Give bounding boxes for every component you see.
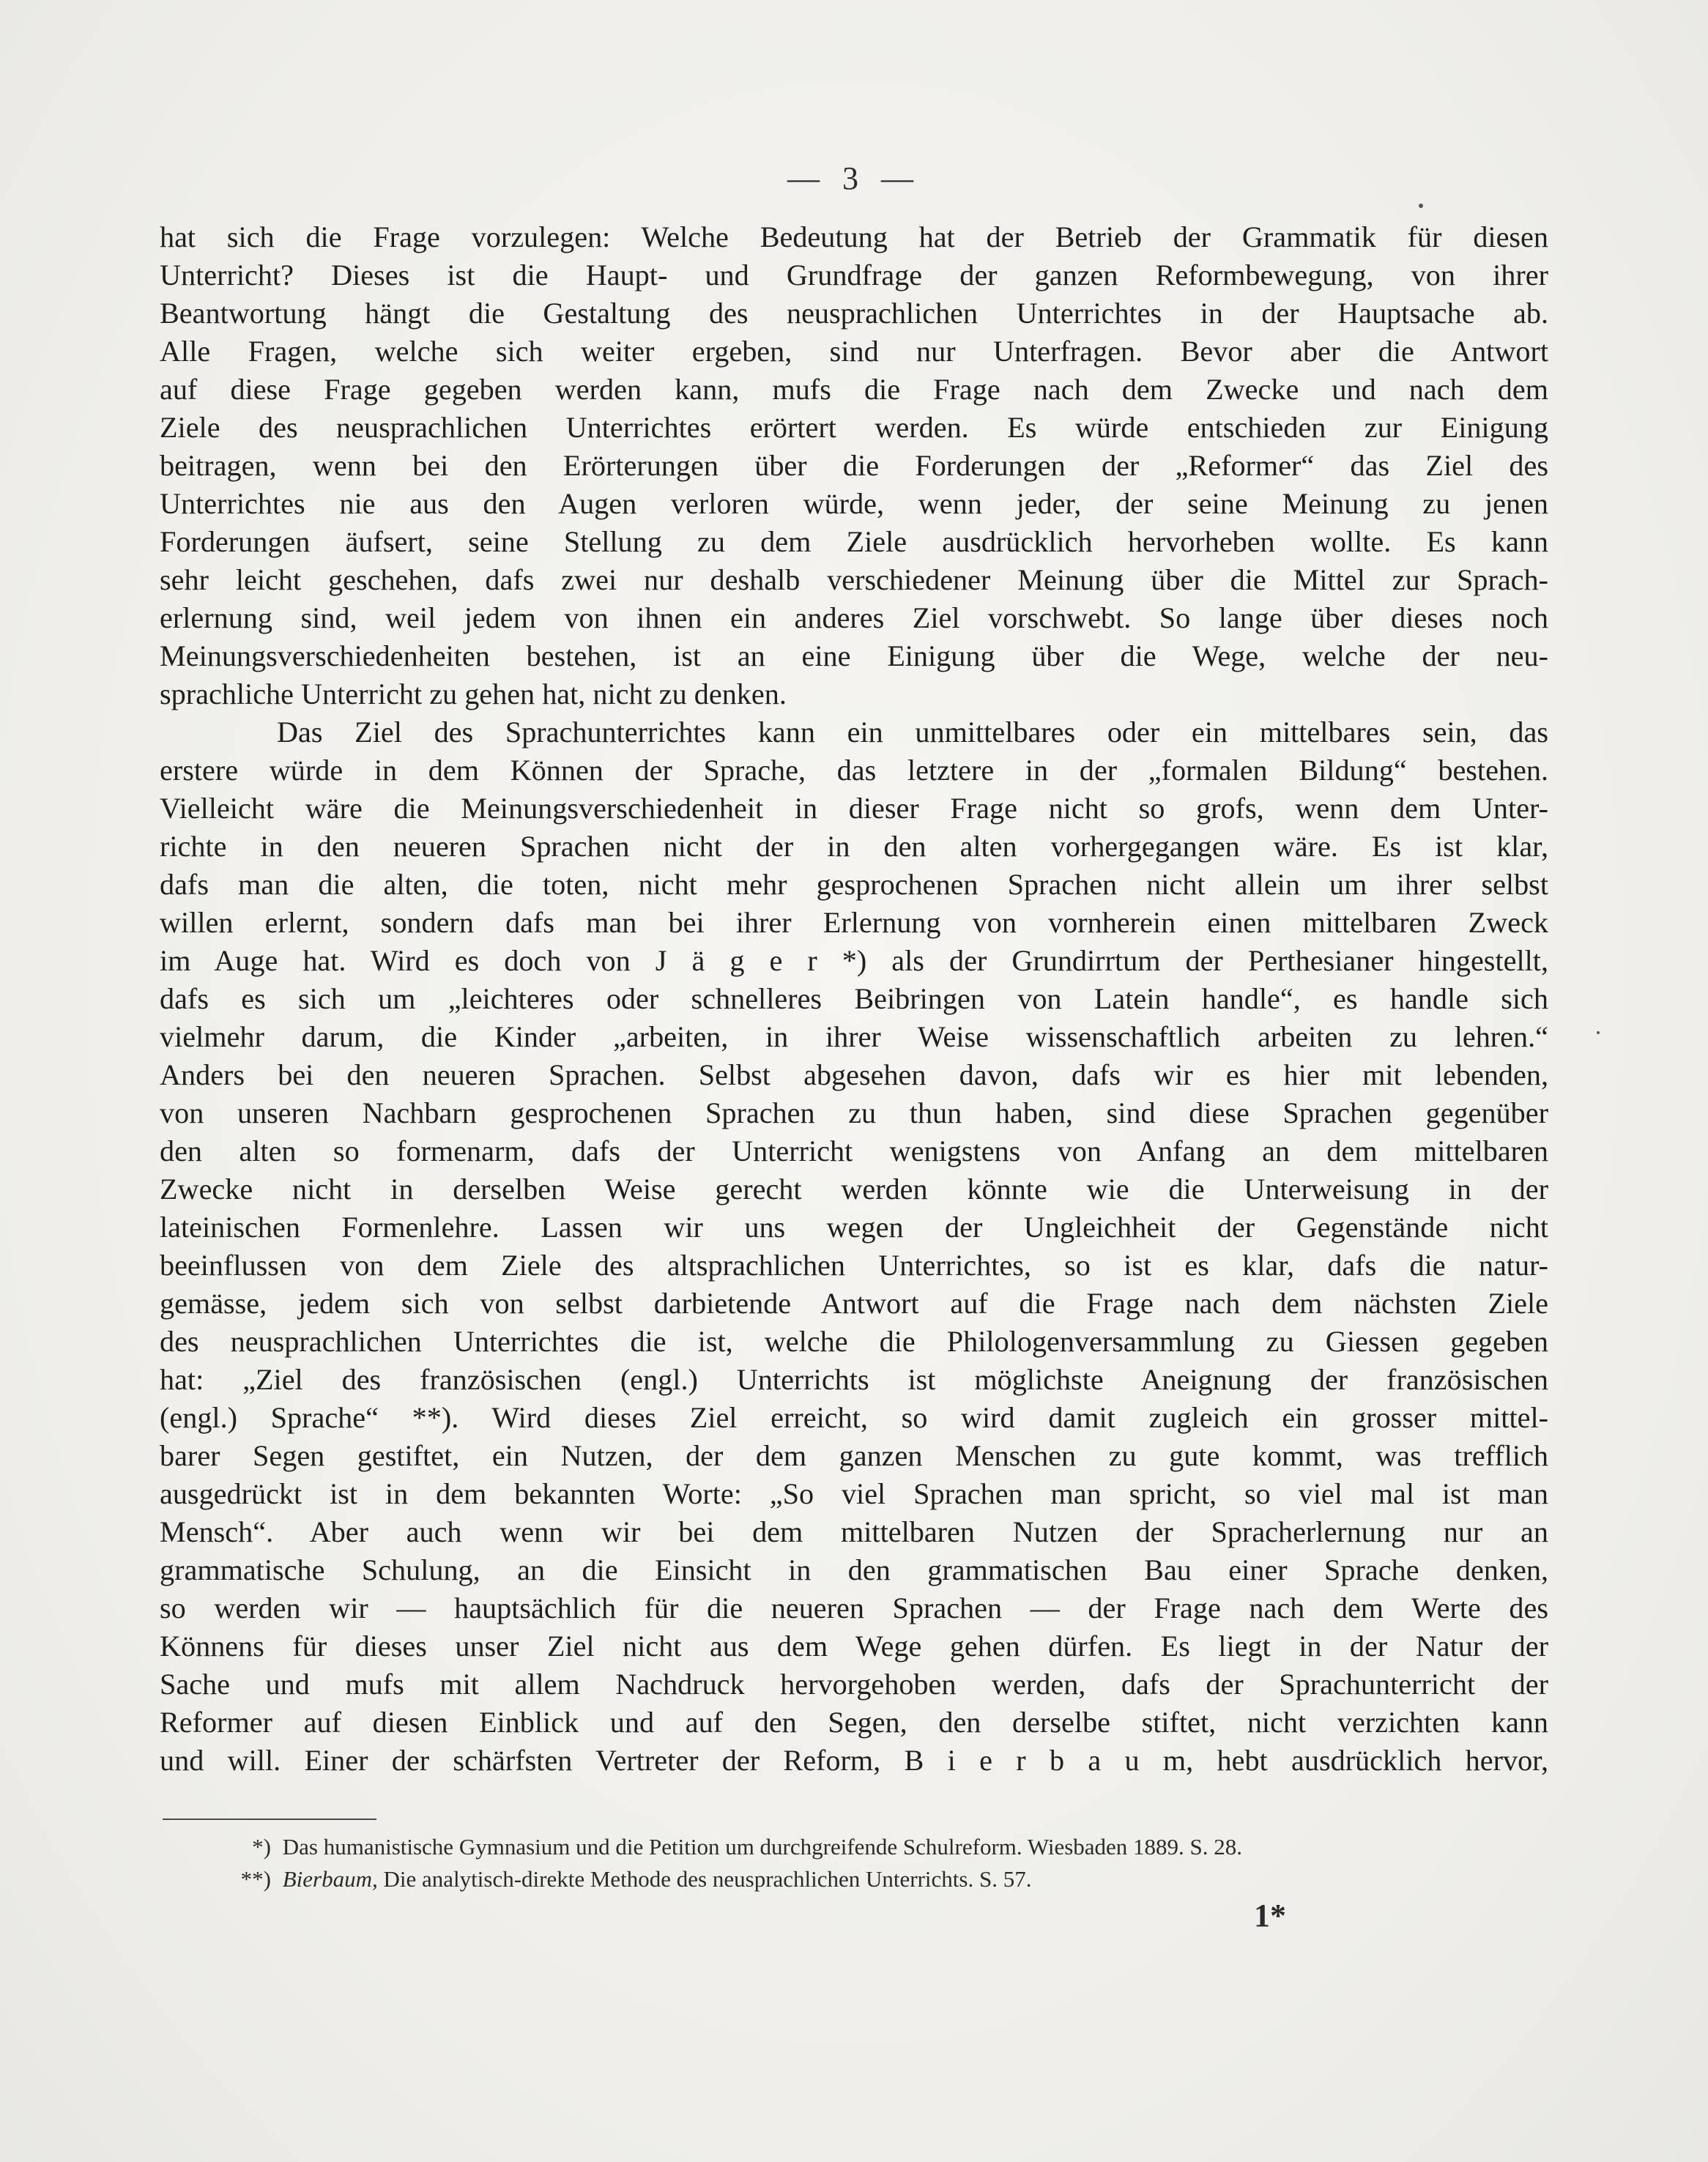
footnote-marker: *) xyxy=(252,1834,271,1860)
text-line: Könnens für dieses unser Ziel nicht aus dem Wege gehen dürfen. Es liegt in der Natur der xyxy=(160,1630,1548,1663)
text-line: gemässe, jedem sich von selbst darbietende Antwort auf die Frage nach dem nächsten Ziele xyxy=(160,1287,1548,1320)
text-line: Meinungsverschiedenheiten bestehen, ist an eine Einigung über die Wege, welche der neu- xyxy=(160,639,1548,672)
text-line: ausgedrückt ist in dem bekannten Worte: „So viel Sprachen man spricht, so viel mal ist man xyxy=(160,1477,1548,1510)
text-line: lateinischen Formenlehre. Lassen wir uns wegen der Ungleichheit der Gegenstände nicht xyxy=(160,1211,1548,1244)
footnote-author: Bierbaum, xyxy=(282,1866,378,1892)
footnote-text: Die analytisch-direkte Methode des neusprachlichen Unterrichts. S. 57. xyxy=(383,1866,1032,1892)
text-line: sprachliche Unterricht zu gehen hat, nicht zu denken. xyxy=(160,677,787,710)
text-line: sehr leicht geschehen, dafs zwei nur deshalb verschiedener Meinung über die Mittel zur Sprach- xyxy=(160,563,1548,596)
footnotes xyxy=(220,1831,1538,1895)
text-line: Zwecke nicht in derselben Weise gerecht werden könnte wie die Unterweisung in der xyxy=(160,1173,1548,1206)
text-line: vielmehr darum, die Kinder „arbeiten, in ihrer Weise wissenschaftlich arbeiten zu lehren.“ xyxy=(160,1020,1548,1053)
text-line: Beantwortung hängt die Gestaltung des neusprachlichen Unterrichtes in der Hauptsache ab. xyxy=(160,297,1548,330)
text-line: auf diese Frage gegeben werden kann, mufs die Frage nach dem Zwecke und nach dem xyxy=(160,373,1548,406)
body-text xyxy=(160,218,1548,1780)
text-line: beeinflussen von dem Ziele des altsprachlichen Unterrichtes, so ist es klar, dafs die natur- xyxy=(160,1249,1548,1282)
text-line: Unterrichtes nie aus den Augen verloren würde, wenn jeder, der seine Meinung zu jenen xyxy=(160,487,1548,520)
footnote-text: Das humanistische Gymnasium und die Petition um durchgreifende Schulreform. Wiesbaden 1889. S. 28. xyxy=(282,1834,1243,1860)
paragraph-2 xyxy=(160,713,1548,1780)
text-line: Sache und mufs mit allem Nachdruck hervorgehoben werden, dafs der Sprachunterricht der xyxy=(160,1668,1548,1701)
text-line: so werden wir — hauptsächlich für die neueren Sprachen — der Frage nach dem Werte des xyxy=(160,1591,1548,1624)
text-line: Alle Fragen, welche sich weiter ergeben, sind nur Unterfragen. Bevor aber die Antwort xyxy=(160,335,1548,368)
text-line: grammatische Schulung, an die Einsicht in den grammatischen Bau einer Sprache denken, xyxy=(160,1553,1548,1586)
scan-speck xyxy=(1597,1031,1600,1034)
signature-mark: 1* xyxy=(1254,1898,1286,1933)
text-line: dafs es sich um „leichteres oder schnelleres Beibringen von Latein handle“, es handle sich xyxy=(160,982,1548,1015)
footnote-marker: **) xyxy=(240,1866,271,1892)
text-line: willen erlernt, sondern dafs man bei ihrer Erlernung von vornherein einen mittelbaren Zweck xyxy=(160,906,1548,939)
footnote-2 xyxy=(220,1863,1538,1895)
text-line: (engl.) Sprache“ **). Wird dieses Ziel erreicht, so wird damit zugleich ein grosser mittel- xyxy=(160,1401,1548,1434)
text-line: Das Ziel des Sprachunterrichtes kann ein unmittelbares oder ein mittelbares sein, das xyxy=(277,716,1548,748)
text-line: dafs man die alten, die toten, nicht mehr gesprochenen Sprachen nicht allein um ihrer selbst xyxy=(160,868,1548,901)
footnote-1 xyxy=(220,1831,1538,1863)
text-line: Unterricht? Dieses ist die Haupt- und Grundfrage der ganzen Reformbewegung, von ihrer xyxy=(160,259,1548,291)
text-line: Forderungen äufsert, seine Stellung zu dem Ziele ausdrücklich hervorheben wollte. Es kann xyxy=(160,525,1548,558)
footnote-divider xyxy=(163,1819,376,1820)
text-line: des neusprachlichen Unterrichtes die ist, welche die Philologenversammlung zu Giessen gegeben xyxy=(160,1325,1548,1358)
text-line: im Auge hat. Wird es doch von J ä g e r *) als der Grundirrtum der Perthesianer hingestellt, xyxy=(160,944,1548,977)
text-line: barer Segen gestiftet, ein Nutzen, der dem ganzen Menschen zu gute kommt, was trefflich xyxy=(160,1439,1548,1472)
text-line: Anders bei den neueren Sprachen. Selbst abgesehen davon, dafs wir es hier mit lebenden, xyxy=(160,1058,1548,1091)
text-line: Mensch“. Aber auch wenn wir bei dem mittelbaren Nutzen der Spracherlernung nur an xyxy=(160,1515,1548,1548)
text-line: richte in den neueren Sprachen nicht der in den alten vorhergegangen wäre. Es ist klar, xyxy=(160,830,1548,863)
text-line: Reformer auf diesen Einblick und auf den Segen, den derselbe stiftet, nicht verzichten kann xyxy=(160,1706,1548,1739)
text-line: von unseren Nachbarn gesprochenen Sprachen zu thun haben, sind diese Sprachen gegenüber xyxy=(160,1096,1548,1129)
paragraph-1 xyxy=(160,218,1548,713)
text-line: den alten so formenarm, dafs der Unterricht wenigstens von Anfang an dem mittelbaren xyxy=(160,1134,1548,1167)
text-line: erlernung sind, weil jedem von ihnen ein anderes Ziel vorschwebt. So lange über dieses noch xyxy=(160,601,1548,634)
text-line: und will. Einer der schärfsten Vertreter der Reform, B i e r b a u m, hebt ausdrücklich hervor, xyxy=(160,1744,1548,1777)
scan-speck xyxy=(1419,204,1423,208)
text-line: hat: „Ziel des französischen (engl.) Unterrichts ist möglichste Aneignung der französischen xyxy=(160,1363,1548,1396)
text-line: erstere würde in dem Können der Sprache, das letztere in der „formalen Bildung“ bestehen. xyxy=(160,754,1548,787)
page-number: — 3 — xyxy=(787,160,921,196)
text-line: hat sich die Frage vorzulegen: Welche Bedeutung hat der Betrieb der Grammatik für diesen xyxy=(160,220,1548,253)
text-line: Ziele des neusprachlichen Unterrichtes erörtert werden. Es würde entschieden zur Einigung xyxy=(160,411,1548,444)
text-line: beitragen, wenn bei den Erörterungen über die Forderungen der „Reformer“ das Ziel des xyxy=(160,449,1548,482)
text-line: Vielleicht wäre die Meinungsverschiedenheit in dieser Frage nicht so grofs, wenn dem Unter- xyxy=(160,792,1548,825)
